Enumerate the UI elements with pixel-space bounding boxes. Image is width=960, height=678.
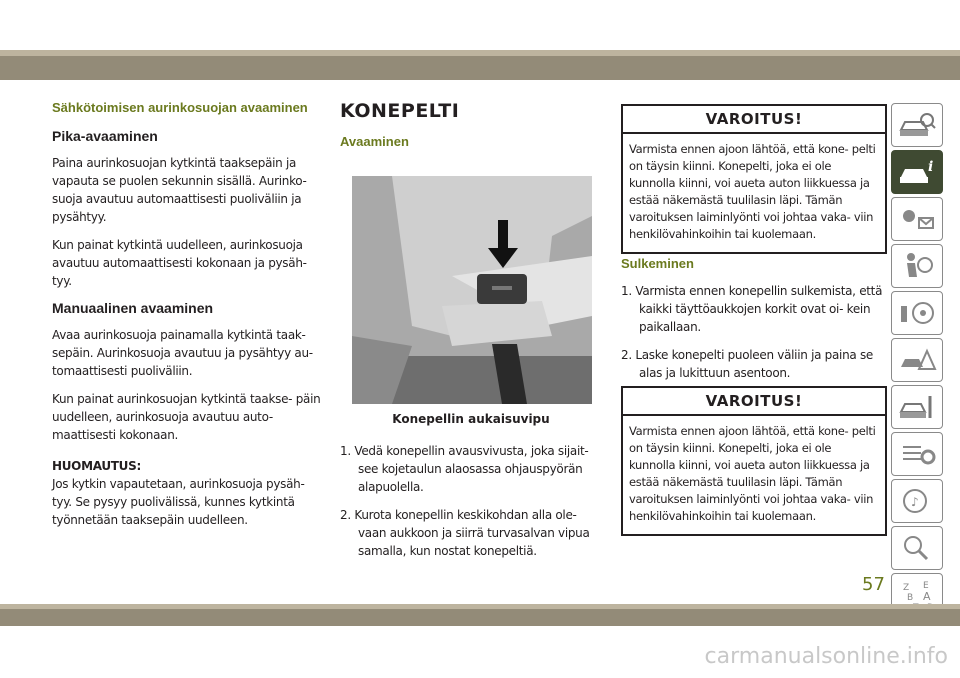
car-info-icon[interactable]: [891, 150, 943, 194]
specifications-icon[interactable]: [891, 432, 943, 476]
closing-steps: [621, 282, 885, 392]
closing-step-1: 1. Varmista ennen konepellin sulkemista, että kaikki täyttöaukkojen korkit ovat oi- kein paikallaan.: [621, 284, 883, 334]
svg-text:A: A: [923, 590, 931, 603]
svg-text:Z: Z: [903, 583, 910, 593]
warning-1-body: Varmista ennen ajoon lähtöä, että kone- pelti on täysin kiinni. Konepelti, joka ei ole kunnolla kiinni, voi aueta auton liikkuessa ja estää näkemästä tuulilasin läpi. Tämän varoituksen laiminlyönti voi johtaa vaka- viin henkilövahinkoihin tai kuolemaan.: [629, 142, 876, 241]
hood-title: KONEPELTI: [340, 100, 460, 122]
opening-step-1: 1. Vedä konepellin avausvivusta, joka sijait- see kojetaulun alaosassa ohjauspyörän alapuolella.: [340, 444, 589, 494]
hood-release-photo: [352, 176, 592, 404]
manual-open-paragraph-1: Avaa aurinkosuoja painamalla kytkintä taak- sepäin. Aurinkosuoja avautuu ja pysähtyy au- tomaattisesti puoliväliin.: [52, 328, 313, 378]
note-body: Jos kytkin vapautetaan, aurinkosuoja pysäh- tyy. Se pysyy puolivälissä, kunnes kytkintä työnnetään taaksepäin uudelleen.: [52, 477, 305, 527]
warning-lights-icon[interactable]: [891, 197, 943, 241]
hazard-icon[interactable]: [891, 338, 943, 382]
airbag-icon[interactable]: [891, 244, 943, 288]
page-number: 57: [862, 574, 885, 595]
opening-steps: [340, 442, 602, 570]
left-column: [52, 100, 322, 529]
bottom-stripe-light: [0, 604, 960, 609]
search-icon[interactable]: [891, 526, 943, 570]
steering-wheel-icon[interactable]: [891, 291, 943, 335]
top-stripe-dark: [0, 56, 960, 80]
warning-2-title: VAROITUS!: [623, 388, 885, 416]
watermark-text: carmanualsonline.info: [704, 644, 948, 669]
note-title: HUOMAUTUS:: [52, 459, 141, 473]
svg-text:E: E: [923, 581, 929, 591]
quick-open-paragraph-1: Paina aurinkosuojan kytkintä taaksepäin ja vapauta se puolen sekunnin sisällä. Aurinko- suoja avautuu automaattisesti puoliväliin ja pysähtyy.: [52, 156, 307, 224]
hood-release-illustration: [352, 176, 592, 404]
warning-1-title: VAROITUS!: [623, 106, 885, 134]
section-title: Sähkötoimisen aurinkosuojan avaaminen: [52, 100, 308, 115]
closing-step-2: 2. Laske konepelti puoleen väliin ja paina se alas ja lukittuun asentoon.: [621, 348, 873, 380]
manual-open-paragraph-2: Kun painat aurinkosuojan kytkintä taakse- päin uudelleen, aurinkosuoja avautuu auto- maattisesti kokonaan.: [52, 392, 321, 442]
photo-caption: Konepellin aukaisuvipu: [392, 412, 550, 426]
closing-heading: Sulkeminen: [621, 256, 694, 271]
chapter-tabs: [891, 103, 943, 620]
middle-column: [340, 100, 602, 163]
manual-open-heading: Manuaalinen avaaminen: [52, 300, 214, 316]
warning-box-1: [621, 104, 887, 254]
svg-text:♪: ♪: [911, 495, 919, 509]
opening-step-2: 2. Kurota konepellin keskikohdan alla ole- vaan aukkoon ja siirrä turvasalvan vipua samalla, kun nostat konepeltiä.: [340, 508, 590, 558]
quick-open-heading: Pika-avaaminen: [52, 128, 158, 144]
bottom-band: [0, 604, 960, 626]
car-service-icon[interactable]: [891, 385, 943, 429]
top-band: [0, 0, 960, 58]
warning-box-2: [621, 386, 887, 536]
warning-2-body: Varmista ennen ajoon lähtöä, että kone- pelti on täysin kiinni. Konepelti, joka ei ole kunnolla kiinni, voi aueta auton liikkuessa ja estää näkemästä tuulilasin läpi. Tämän varoituksen laiminlyönti voi johtaa vaka- viin henkilövahinkoihin tai kuolemaan.: [629, 424, 876, 523]
car-search-icon[interactable]: [891, 103, 943, 147]
svg-text:B: B: [907, 593, 914, 603]
opening-heading: Avaaminen: [340, 134, 409, 149]
watermark-area: [0, 626, 960, 678]
quick-open-paragraph-2: Kun painat kytkintä uudelleen, aurinkosuoja avautuu automaattisesti kokonaan ja pysäh- tyy.: [52, 238, 307, 288]
multimedia-icon[interactable]: [891, 479, 943, 523]
svg-text:i: i: [928, 159, 934, 175]
